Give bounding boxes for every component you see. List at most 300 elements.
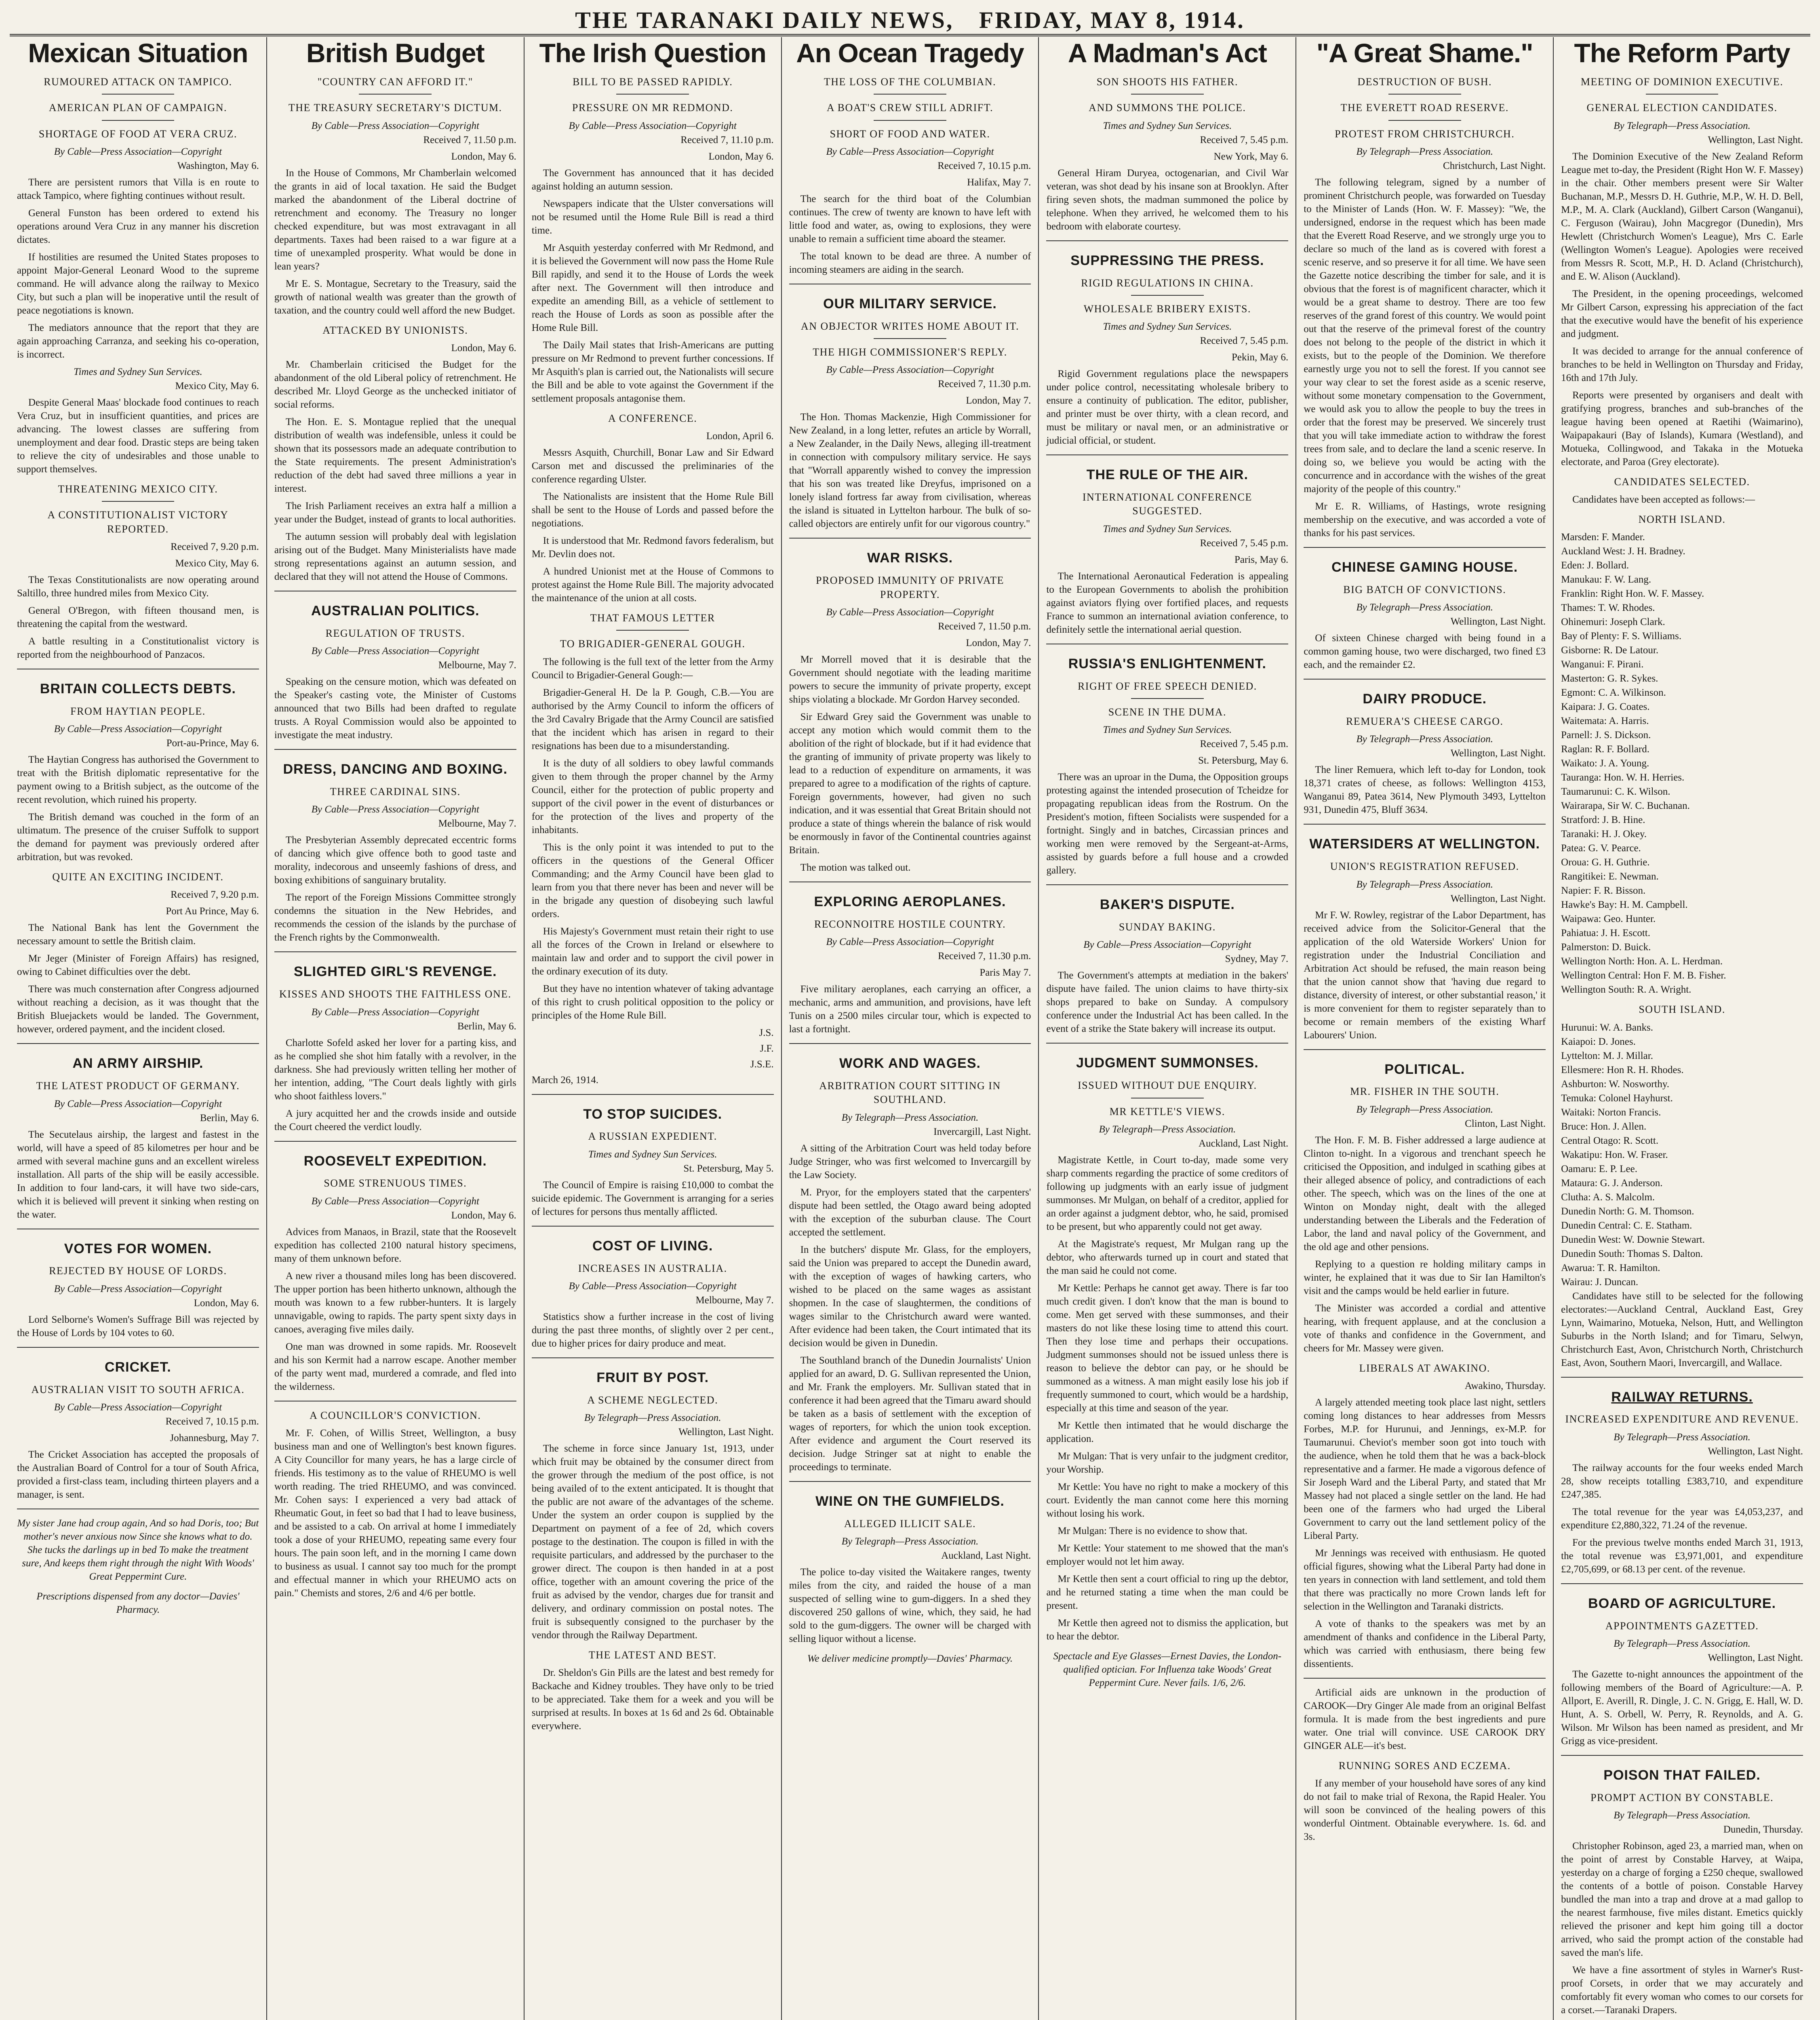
candidate-item: Rangitikei: E. Newman. xyxy=(1561,871,1659,882)
subheading: SHORTAGE OF FOOD AT VERA CRUZ. xyxy=(38,128,237,140)
byline: Times and Sydney Sun Services. xyxy=(1103,321,1232,332)
subheading: THE LATEST PRODUCT OF GERMANY. xyxy=(36,1080,240,1092)
candidate-item: Gisborne: R. De Latour. xyxy=(1561,645,1659,656)
subheading: THREATENING MEXICO CITY. xyxy=(58,483,218,495)
subheading: SON SHOOTS HIS FATHER. xyxy=(1096,76,1239,88)
column-great-shame xyxy=(1296,37,1554,2020)
subheading: ALLEGED ILLICIT SALE. xyxy=(844,1517,976,1530)
article-paragraph: Mr Kettle then intimated that he would discharge the application. xyxy=(1046,1420,1289,1444)
candidate-item: Oroua: G. H. Guthrie. xyxy=(1561,857,1650,868)
column-headline: Mexican Situation xyxy=(28,38,248,68)
subheading: THAT FAMOUS LETTER xyxy=(590,612,715,624)
dateline: Wellington, Last Night. xyxy=(1450,748,1546,759)
subheading: GENERAL ELECTION CANDIDATES. xyxy=(1586,102,1778,114)
dateline: Wellington, Last Night. xyxy=(678,1427,774,1438)
article-paragraph: A largely attended meeting took place last night, settlers coming long distances to hear addresses from Messrs Forbes, M.P. for Hurunui, and Jennings, ex-M.P. for Taumarunui. Cheviot's member soon got into touch with the audience, when he told them that he was a back-block representative and a farmer. He made a vigorous defence of Sir Joseph Ward and the Liberal Party, and stated that Mr Massey had not placed a single settler on the land. He had been one of the farmers who had urged the Liberal Government to carry out the land settlement policy of the Liberal Party. xyxy=(1304,1397,1546,1541)
subheading: A RUSSIAN EXPEDIENT. xyxy=(588,1130,717,1143)
article-paragraph: The Government has announced that it has decided against holding an autumn session. xyxy=(531,167,774,192)
candidate-item: Wairau: J. Duncan. xyxy=(1561,1276,1639,1288)
subheading: "COUNTRY CAN AFFORD IT." xyxy=(317,76,473,88)
candidate-item: Central Otago: R. Scott. xyxy=(1561,1135,1659,1146)
column-headline: A Madman's Act xyxy=(1068,38,1267,68)
section-heading: OUR MILITARY SERVICE. xyxy=(823,296,997,311)
article-paragraph: Speaking on the censure motion, which was defeated on the Speaker's casting vote, the Minister of Customs announced that two Bills had been drafted to regulate trusts. A Royal Commission would also be appointed to investigate the meat industry. xyxy=(274,676,516,741)
candidate-item: Ellesmere: Hon R. H. Rhodes. xyxy=(1561,1064,1684,1075)
candidate-item: Awarua: T. R. Hamilton. xyxy=(1561,1262,1660,1273)
article-paragraph: The scheme in force since January 1st, 1913, under which fruit may be obtained by the consumer direct from the grower through the medium of the post office, is not being availed of to the extent anticipated. It is thought that the public are not aware of the advantages of the scheme. Under the system an order coupon is supplied by the Department on payment of a fee of 2d, which covers postage to the destination. The coupon is filled in with the requisite particulars, and addressed by the purchaser to the grower direct. The coupon is then handed in at a post office, together with an amount covering the price of the fruit as advised by the vendor, charges due for transit and delivery, and ordinary commission on postal notes. The fruit is subsequently consigned to the purchaser by the vendor through the Railway Department. xyxy=(531,1443,774,1641)
article-paragraph: General Hiram Duryea, octogenarian, and Civil War veteran, was shot dead by his insane son at Brooklyn. After firing seven shots, the madman summoned the police by telephone. When they arrived, he welcomed them to his bedroom with elaborate courtesy. xyxy=(1046,167,1289,232)
dateline: Berlin, May 6. xyxy=(457,1021,516,1032)
dateline: Received 7, 10.15 p.m. xyxy=(937,160,1031,171)
section-heading: POISON THAT FAILED. xyxy=(1603,1767,1761,1783)
article-paragraph: If hostilities are resumed the United States proposes to appoint Major-General Leonard Wood to the supreme command. He will advance along the railway to Mexico City, but such a plan will be inoperative until the result of peace negotiations is known. xyxy=(17,251,259,316)
dateline: St. Petersburg, May 5. xyxy=(683,1163,774,1174)
article-paragraph: It is understood that Mr. Redmond favors federalism, but Mr. Devlin does not. xyxy=(531,535,774,560)
byline: Times and Sydney Sun Services. xyxy=(1103,120,1232,131)
subheading: A COUNCILLOR'S CONVICTION. xyxy=(310,1409,481,1421)
article-paragraph: The liner Remuera, which left to-day for London, took 18,371 crates of cheese, as follows: Wellington 4153, Wanganui 89, Patea 3614, New Plymouth 3493, Lyttelton 931, Dunedin 475, Bluff 3634. xyxy=(1304,764,1546,816)
candidate-item: Clutha: A. S. Malcolm. xyxy=(1561,1191,1655,1203)
subheading: MR KETTLE'S VIEWS. xyxy=(1109,1105,1225,1117)
article-paragraph: Mr Kettle: Your statement to me showed that the man's employer would not let him away. xyxy=(1046,1542,1289,1567)
section-heading: RUSSIA'S ENLIGHTENMENT. xyxy=(1068,656,1266,671)
article-paragraph: A hundred Unionist met at the House of Commons to protest against the Home Rule Bill. The majority advocated the maintenance of the union at all costs. xyxy=(531,566,774,604)
article-paragraph: General O'Bregon, with fifteen thousand men, is threatening the capital from the westward. xyxy=(17,605,259,629)
subheading: THE HIGH COMMISSIONER'S REPLY. xyxy=(813,346,1007,358)
article-paragraph: A battle resulting in a Constitutionalist victory is reported from the neighbourhood of Panzacos. xyxy=(17,635,259,660)
article-paragraph: Magistrate Kettle, in Court to-day, made some very sharp comments regarding the practice of some creditors of following up judgments with an early issue of judgment summonses. Mr Mulgan, on behalf of a creditor, applied for an order against a judgment debtor, who, he said, promised to be present, but who apparently could not get away. xyxy=(1046,1154,1289,1232)
dateline: Auckland, Last Night. xyxy=(1199,1138,1289,1149)
section-heading: DAIRY PRODUCE. xyxy=(1363,691,1487,707)
candidate-item: Temuka: Colonel Hayhurst. xyxy=(1561,1092,1673,1104)
subheading: SUNDAY BAKING. xyxy=(1119,921,1216,933)
subheading: FROM HAYTIAN PEOPLE. xyxy=(70,705,206,717)
article-paragraph: In the butchers' dispute Mr. Glass, for the employers, said the Union was prepared to accept the Dunedin award, with the exception of wages of hawking carters, who wished to be placed on the same wages as assistant shopmen. In the case of slaughtermen, the conditions of wages similar to the Christchurch award were wanted. After evidence had been taken, the Court intimated that its decision would be given in Dunedin. xyxy=(789,1244,1031,1349)
subheading: PROMPT ACTION BY CONSTABLE. xyxy=(1590,1791,1774,1803)
advertisement: My sister Jane had croup again, And so had Doris, too; But mother's never anxious now Since she knows what to do. She tucks the darlings up in bed To make the treatment sure, And keeps them right through the night With Woods' Great Peppermint Cure. xyxy=(17,1517,259,1582)
article-paragraph: The Hon. E. S. Montague replied that the unequal distribution of wealth was indefensible, unless it could be shown that its possessors made an adequate contribution to the State requirements. The present Administration's reduction of the debt had saved three millions a year in interest. xyxy=(274,416,516,494)
candidate-item: Wairarapa, Sir W. C. Buchanan. xyxy=(1561,800,1690,812)
candidate-item: Ashburton: W. Nosworthy. xyxy=(1561,1078,1669,1090)
article-paragraph: The Presbyterian Assembly deprecated eccentric forms of dancing which give offence both to good taste and morality, indecorous and unseemly fashions of dress, and boxing exhibitions of sanguinary brutality. xyxy=(274,835,516,886)
candidate-item: Lyttelton: M. J. Millar. xyxy=(1561,1050,1653,1061)
byline: By Cable—Press Association—Copyright xyxy=(54,1098,222,1109)
byline: By Cable—Press Association—Copyright xyxy=(311,1195,479,1207)
article-paragraph: The Gazette to-night announces the appointment of the following members of the Board of Agriculture:—A. P. Allport, E. Averill, R. Dingle, J. C. N. Grigg, E. Hall, W. D. Hunt, A. S. Orbell, W. Perry, R. Reynolds, and A. G. Wilson. Mr Wilson has been named as president, and Mr Grigg as vice-president. xyxy=(1561,1669,1803,1746)
subheading: LIBERALS AT AWAKINO. xyxy=(1359,1362,1490,1374)
byline: By Cable—Press Association—Copyright xyxy=(826,936,994,948)
subheading: TO BRIGADIER-GENERAL GOUGH. xyxy=(560,638,746,650)
section-heading: CHINESE GAMING HOUSE. xyxy=(1331,559,1518,575)
article-paragraph: Mr Jennings was received with enthusiasm. He quoted official figures, showing what the Liberal Party had done in ten years in connection with land settlement, and told them that there was practically no more Crown lands left for selection in the Wellington and Taranaki districts. xyxy=(1304,1548,1546,1612)
subheading: THE TREASURY SECRETARY'S DICTUM. xyxy=(288,102,502,114)
dateline: Received 7, 10.15 p.m. xyxy=(165,1416,259,1427)
subheading: A BOAT'S CREW STILL ADRIFT. xyxy=(826,102,994,114)
article-paragraph: The motion was talked out. xyxy=(800,862,911,873)
subheading: REMUERA'S CHEESE CARGO. xyxy=(1346,715,1504,727)
section-heading: WAR RISKS. xyxy=(867,550,953,566)
candidate-item: Taranaki: H. J. Okey. xyxy=(1561,829,1647,840)
dateline: Wellington, Last Night. xyxy=(1450,893,1546,904)
byline: By Cable—Press Association—Copyright xyxy=(826,146,994,157)
subheading: REGULATION OF TRUSTS. xyxy=(325,627,465,639)
article-paragraph: The Hon. Thomas Mackenzie, High Commissioner for New Zealand, in a long letter, refutes an article by Worrall, a New Zealander, in the Daily News, alleging ill-treatment in connection with compulsory military service. He says that "Worrall apparently wished to convey the impression that his son was treated like Dreyfus, imprisoned on a lonely island fortress far away from civilisation, whereas the island is situated in Lyttelton harbour. The bulk of so-called objectors are entirely unfit for our vigorous country." xyxy=(789,412,1031,530)
column-ocean-tragedy xyxy=(782,37,1039,2020)
dateline: Port-au-Prince, May 6. xyxy=(166,738,259,749)
article-paragraph: Candidates have still to be selected for the following electorates:—Auckland Central, Auckland East, Grey Lynn, Waimarino, Motueka, Nelson, Hutt, and Wellington Suburbs in the North Island; and for Timaru, Selwyn, Christchurch East, Avon, Christchurch North, Christchurch East, Avon, Southern Maori, Invercargill, and Wallace. xyxy=(1561,1290,1803,1368)
candidate-item: Dunedin Central: C. E. Statham. xyxy=(1561,1220,1692,1231)
subheading: A CONFERENCE. xyxy=(608,412,697,424)
article-paragraph: A vote of thanks to the speakers was met by an amendment of thanks and confidence in the Liberal Party, which was carried with enthusiasm, there being few dissentients. xyxy=(1304,1618,1546,1669)
dateline: Received 7, 9.20 p.m. xyxy=(171,889,259,901)
subheading: AUSTRALIAN VISIT TO SOUTH AFRICA. xyxy=(31,1383,245,1395)
article-paragraph: Charlotte Sofeld asked her lover for a parting kiss, and as he complied she shot him fatally with a revolver, in the darkness. She had previously written telling her mother of her intention, adding, "The Court deals lightly with girls who shoot faithless lovers." xyxy=(274,1037,516,1102)
article-paragraph: His Majesty's Government must retain their right to use all the forces of the Crown in Ireland or elsewhere to maintain law and order and to support the civil power in the ordinary execution of its duty. xyxy=(531,926,774,977)
article-paragraph: Candidates have been accepted as follows:— xyxy=(1572,494,1755,505)
candidate-item: Patea: G. V. Pearce. xyxy=(1561,843,1641,854)
article-paragraph: For the previous twelve months ended March 31, 1913, the total revenue was £3,971,001, and expenditure £2,705,699, or 68.13 per cent. of the revenue. xyxy=(1561,1537,1803,1575)
dateline: St. Petersburg, May 6. xyxy=(1198,755,1289,766)
byline: By Cable—Press Association—Copyright xyxy=(311,120,479,131)
subheading: THE EVERETT ROAD RESERVE. xyxy=(1340,102,1509,114)
candidate-item: Palmerston: D. Buick. xyxy=(1561,942,1651,953)
article-paragraph: Sir Edward Grey said the Government was unable to accept any motion which would commit them to the abolition of the right of blockade, but if it had evidence that the granting of immunity of private property was likely to lead to a reduction of expenditure on armaments, it was prepared to agree to a modification of the rights of capture. Foreign governments, however, had given no such indication, and it was essential that Great Britain should not produce a state of things wherein the balance of risk would be enormously in favor of the Continental countries against Britain. xyxy=(789,711,1031,856)
dateline: New York, May 6. xyxy=(1213,151,1289,162)
article-paragraph: At the Magistrate's request, Mr Mulgan rang up the debtor, who afterwards turned up in court and stated that the man said he could not come. xyxy=(1046,1238,1289,1276)
subheading: THE LOSS OF THE COLUMBIAN. xyxy=(824,76,996,88)
columns xyxy=(10,37,1810,2020)
article-paragraph: Christopher Robinson, aged 23, a married man, when on the point of arrest by Constable Harvey, at Waipa, yesterday on a charge of forging a £250 cheque, swallowed the contents of a bottle of poison. Constable Harvey bundled the man into a trap and drove at a mad gallop to the nearest farmhouse, five miles distant. Emetics quickly relieved the prisoner and kept him going till a doctor arrived, who said the prompt action of the constable had saved the man's life. xyxy=(1561,1841,1803,1959)
dateline: Berlin, May 6. xyxy=(200,1112,259,1124)
subheading: DESTRUCTION OF BUSH. xyxy=(1357,76,1492,88)
article-paragraph: The railway accounts for the four weeks ended March 28, show receipts totalling £383,710, and expenditure £247,385. xyxy=(1561,1462,1803,1500)
section-heading: SUPPRESSING THE PRESS. xyxy=(1070,253,1264,268)
subheading: BIG BATCH OF CONVICTIONS. xyxy=(1343,583,1506,595)
article-paragraph: The following is the full text of the letter from the Army Council to Brigadier-General Gough:— xyxy=(531,656,774,681)
byline: By Telegraph—Press Association. xyxy=(841,1112,979,1123)
candidate-list-north xyxy=(1561,530,1803,996)
column-irish-question xyxy=(525,37,782,2020)
article-paragraph: Lord Selborne's Women's Suffrage Bill was rejected by the House of Lords by 104 votes to 60. xyxy=(17,1314,259,1338)
signature: J.S.E. xyxy=(750,1058,774,1070)
dateline: Washington, May 6. xyxy=(177,160,259,171)
article-paragraph: The search for the third boat of the Columbian continues. The crew of twenty are known to have left with little food and water, as, owing to explosions, they were unable to remain a sufficient time aboard the steamer. xyxy=(789,193,1031,244)
article-paragraph: The total known to be dead are three. A number of incoming steamers are aiding in the search. xyxy=(789,250,1031,275)
byline: Times and Sydney Sun Services. xyxy=(1103,523,1232,534)
dateline: London, May 6. xyxy=(194,1297,259,1309)
candidate-item: Thames: T. W. Rhodes. xyxy=(1561,602,1655,614)
article-paragraph: A new river a thousand miles long has been discovered. The upper portion has been hitherto unknown, although the mouth was known to a few rubber-hunters. It is largely unnavigable, owing to rapids. The party spent sixty days in canoes, averaging five miles daily. xyxy=(274,1270,516,1335)
article-paragraph: The Daily Mail states that Irish-Americans are putting pressure on Mr Redmond to prevent further concessions. If Mr Asquith's plan is carried out, the Nationalists will secure the Bill and be able to vote against the Government if the settlement proposals antagonise them. xyxy=(531,339,774,404)
subheading: BILL TO BE PASSED RAPIDLY. xyxy=(572,76,733,88)
dateline: Received 7, 11.30 p.m. xyxy=(938,951,1031,962)
byline: By Telegraph—Press Association. xyxy=(1099,1124,1236,1135)
section-heading: AUSTRALIAN POLITICS. xyxy=(311,603,480,619)
dateline: Received 7, 5.45 p.m. xyxy=(1200,335,1289,347)
dateline: Melbourne, May 7. xyxy=(438,818,516,829)
byline: Times and Sydney Sun Services. xyxy=(1103,724,1232,736)
subheading: MEETING OF DOMINION EXECUTIVE. xyxy=(1580,76,1784,88)
article-paragraph: The mediators announce that the report that they are again approaching Carranza, and seeking his co-operation, is incorrect. xyxy=(17,322,259,360)
dateline: Clinton, Last Night. xyxy=(1465,1118,1546,1129)
byline: By Telegraph—Press Association. xyxy=(1614,1638,1750,1649)
article-paragraph: Mr Morrell moved that it is desirable that the Government should negotiate with the leading maritime powers to secure the immunity of private property, except ships violating a blockade. Mr Gordon Harvey seconded. xyxy=(789,654,1031,705)
dateline: Mexico City, May 6. xyxy=(175,380,259,391)
article-paragraph: Of sixteen Chinese charged with being found in a common gaming house, two were discharged, two fined £3 each, and the remainder £2. xyxy=(1304,633,1546,671)
byline: By Cable—Press Association—Copyright xyxy=(54,1401,222,1413)
subheading: UNION'S REGISTRATION REFUSED. xyxy=(1330,861,1519,873)
article-paragraph: Mr Mulgan: There is no evidence to show that. xyxy=(1057,1525,1248,1536)
candidate-item: Kaiapoi: D. Jones. xyxy=(1561,1036,1636,1047)
masthead-title xyxy=(10,8,1810,32)
dateline: Wellington, Last Night. xyxy=(1450,616,1546,627)
article-paragraph: The Irish Parliament receives an extra half a million a year under the Budget, instead of grants to local authorities. xyxy=(274,500,516,525)
candidate-item: Eden: J. Bollard. xyxy=(1561,560,1629,571)
candidate-item: Waipawa: Geo. Hunter. xyxy=(1561,913,1656,925)
candidate-item: Marsden: F. Mander. xyxy=(1561,532,1645,543)
article-paragraph: In the House of Commons, Mr Chamberlain welcomed the grants in aid of local taxation. He said the Budget marked the abandonment of the Liberal doctrine of retrenchment and economy. The Treasury no longer checked expenditure, but was most extravagant in all departments. Taxes had been raised to a war figure at a time of unexampled prosperity. What would be done in lean years? xyxy=(274,167,516,272)
column-madmans-act xyxy=(1039,37,1296,2020)
byline: By Cable—Press Association—Copyright xyxy=(1083,939,1251,951)
subheading: CANDIDATES SELECTED. xyxy=(1614,476,1750,488)
byline: By Telegraph—Press Association. xyxy=(1614,1431,1750,1443)
dateline: Melbourne, May 7. xyxy=(695,1294,774,1306)
candidate-item: Wellington South: R. A. Wright. xyxy=(1561,984,1692,995)
dateline: Port Au Prince, May 6. xyxy=(166,906,259,917)
dateline: Paris May 7. xyxy=(980,967,1031,978)
candidate-item: Wellington Central: Hon F. M. B. Fisher. xyxy=(1561,970,1726,981)
dateline: Wellington, Last Night. xyxy=(1708,1652,1803,1663)
candidate-item: Masterton: G. R. Sykes. xyxy=(1561,673,1658,684)
article-paragraph: The Council of Empire is raising £10,000 to combat the suicide epidemic. The Government is arranging for a series of lectures for persons thus mentally afflicted. xyxy=(531,1179,774,1217)
article-paragraph: One man was drowned in some rapids. Mr. Roosevelt and his son Kermit had a narrow escape. Another member of the party went mad, murdered a comrade, and fled into the wilderness. xyxy=(274,1341,516,1392)
section-heading: FRUIT BY POST. xyxy=(596,1370,709,1385)
subheading: AND SUMMONS THE POLICE. xyxy=(1089,102,1246,114)
byline: By Cable—Press Association—Copyright xyxy=(311,804,479,815)
column-headline: The Irish Question xyxy=(539,38,766,68)
candidate-item: Bruce: Hon. J. Allen. xyxy=(1561,1121,1647,1132)
subheading: REJECTED BY HOUSE OF LORDS. xyxy=(49,1265,227,1277)
subheading: ATTACKED BY UNIONISTS. xyxy=(322,324,468,336)
article-paragraph: M. Pryor, for the employers stated that the carpenters' dispute had been settled, the Otago award being adopted with the exception of the suburban clause. The Court accepted the settlement. xyxy=(789,1187,1031,1238)
section-heading: BOARD OF AGRICULTURE. xyxy=(1588,1595,1776,1611)
candidate-item: Oamaru: E. P. Lee. xyxy=(1561,1163,1637,1174)
article-paragraph: Mr E. S. Montague, Secretary to the Treasury, said the growth of national wealth was greater than the growth of taxation, and the country could well afford the new Budget. xyxy=(274,278,516,316)
dateline: London, May 6. xyxy=(451,151,516,162)
article-paragraph: It was decided to arrange for the annual conference of branches to be held in Wellington on Thursday and Friday, 16th and 17th July. xyxy=(1561,345,1803,383)
advertisement: We deliver medicine promptly—Davies' Pharmacy. xyxy=(807,1653,1013,1664)
candidate-item: Auckland West: J. H. Bradney. xyxy=(1561,546,1685,557)
byline: By Telegraph—Press Association. xyxy=(841,1536,979,1547)
byline: Times and Sydney Sun Services. xyxy=(74,366,202,377)
article-paragraph: Mr Mulgan: That is very unfair to the judgment creditor, your Worship. xyxy=(1046,1450,1289,1475)
byline: By Cable—Press Association—Copyright xyxy=(569,1280,737,1292)
article-paragraph: Despite General Maas' blockade food continues to reach Vera Cruz, but in insufficient quantities, and prices are advancing. The lowest classes are suffering from unemployment and dear food. Drastic steps are being taken to relieve the city of undesirables and those unable to support themselves. xyxy=(17,397,259,475)
column-reform-party xyxy=(1554,37,1810,2020)
article-paragraph: Newspapers indicate that the Ulster conversations will not be resumed until the Home Rule Bill is read a third time. xyxy=(531,198,774,236)
subheading: INTERNATIONAL CONFERENCE SUGGESTED. xyxy=(1082,491,1252,517)
dateline: Dunedin, Thursday. xyxy=(1723,1824,1803,1835)
dateline: Received 7, 5.45 p.m. xyxy=(1200,134,1289,145)
section-heading: CRICKET. xyxy=(105,1359,171,1375)
subheading: RIGHT OF FREE SPEECH DENIED. xyxy=(1077,680,1257,692)
article-paragraph: The total revenue for the year was £4,053,237, and expenditure £2,880,322, 71.24 of the revenue. xyxy=(1561,1506,1803,1531)
byline: By Telegraph—Press Association. xyxy=(1356,146,1493,157)
article-paragraph: The Southland branch of the Dunedin Journalists' Union applied for an award, D. G. Sullivan represented the Union, and Mr. Frank the employers. Mr. Sullivan stated that in conference it had been agreed that the Timaru award should be taken as a basis of settlement with the exception of wages of reporters, for which the union took exception. After evidence and argument the Court reserved its decision. Judge Stringer sat at night to enable the proceedings to terminate. xyxy=(789,1355,1031,1473)
candidate-item: Napier: F. R. Bisson. xyxy=(1561,885,1646,896)
article-paragraph: The Minister was accorded a cordial and attentive hearing, with frequent applause, and at the conclusion a vote of thanks and confidence in the Government, and cheers for Mr. Massey were given. xyxy=(1304,1302,1546,1354)
article-paragraph: The autumn session will probably deal with legislation arising out of the Budget. Many Ministerialists have made strong representations against an autumn session, and declared that they will not attend the House of Commons. xyxy=(274,531,516,582)
section-heading: BRITAIN COLLECTS DEBTS. xyxy=(40,681,236,696)
candidate-item: Bay of Plenty: F. S. Williams. xyxy=(1561,631,1682,642)
dateline: Wellington, Last Night. xyxy=(1708,1446,1803,1457)
dateline: Received 7, 5.45 p.m. xyxy=(1200,537,1289,549)
dateline: Johannesburg, May 7. xyxy=(170,1432,259,1443)
section-heading: WATERSIDERS AT WELLINGTON. xyxy=(1309,836,1540,852)
subheading: QUITE AN EXCITING INCIDENT. xyxy=(52,871,224,883)
subheading: AN OBJECTOR WRITES HOME ABOUT IT. xyxy=(800,320,1020,332)
article-paragraph: Brigadier-General H. De la P. Gough, C.B.—You are authorised by the Army Council to inform the officers of the 3rd Cavalry Brigade that the Army Council are satisfied that the incident which has arisen in regard to their resignations has been due to a misunderstanding. xyxy=(531,687,774,751)
article-paragraph: The British demand was couched in the form of an ultimatum. The presence of the cruiser Suffolk to support the demand for payment was previously ordered after arbitration, but was revoked. xyxy=(17,812,259,863)
article-paragraph: The Dominion Executive of the New Zealand Reform League met to-day, the President (Right Hon W. F. Massey) in the chair. Other members present were Sir Walter Buchanan, M.P., Messrs D. H. Guthrie, M.P., W. H. D. Bell, M.P., M. A. Clark (Auckland), Gilbert Carson (Wanganui), C. Ferguson (Wairau), John Macgregor (Dunedin), Mrs Hewlett (Christchurch Women's League), Mrs C. Earle (Wellington Women's League). Apologies were received from Messrs R. Scott, M.P., H. D. Acland (Christchurch), and E. W. Alison (Auckland). xyxy=(1561,151,1803,282)
article-paragraph: Messrs Asquith, Churchill, Bonar Law and Sir Edward Carson met and discussed the preliminaries of the conference regarding Ulster. xyxy=(531,447,774,485)
candidate-item: Wellington North: Hon. A. L. Herdman. xyxy=(1561,956,1723,967)
article-paragraph: Statistics show a further increase in the cost of living during the past three months, of slightly over 2 per cent., due to higher prices for dairy produce and meat. xyxy=(531,1311,774,1349)
subheading: ARBITRATION COURT SITTING IN SOUTHLAND. xyxy=(819,1080,1001,1106)
section-heading: AN ARMY AIRSHIP. xyxy=(72,1056,204,1071)
subheading: APPOINTMENTS GAZETTED. xyxy=(1605,1620,1759,1632)
article-paragraph: Mr Asquith yesterday conferred with Mr Redmond, and it is believed the Government will now pass the Home Rule Bill rapidly, and send it to the House of Lords the week after next. The Government will then introduce and expedite an amending Bill, as a vehicle of settlement to reach the House of Lords as soon as possible after the Home Rule Bill. xyxy=(531,242,774,333)
letter-date: March 26, 1914. xyxy=(531,1074,598,1086)
dateline: Auckland, Last Night. xyxy=(941,1550,1031,1561)
article-paragraph: Mr. F. Cohen, of Willis Street, Wellington, a busy business man and one of Wellington's best known figures. A City Councillor for many years, he has a large circle of friends. His testimony as to the value of RHEUMO is well worth reading. The tried RHEUMO, and was convinced. Mr. Cohen says: I experienced a very bad attack of Rheumatic Gout, in feet so bad that I had to leave business, and be assisted to a cab. On arrival at home I immediately took a dose of your RHEUMO, repeating same every four hours. The pain soon left, and in the morning I came down to business as usual. I cannot say too much for the prompt and effectual manner in which your RHEUMO acts on pain." Chemists and stores, 2/6 and 4/6 per bottle. xyxy=(274,1428,516,1599)
article-paragraph: Reports were presented by organisers and dealt with gratifying progress, branches and sub-branches of the league having been opened at Raetihi (Waimarino), Waipapakauri (Bay of Islands), Kumara (Westland), and Motueka, Collingwood, and Takaka in the Motueka electorate, and Paroa (Grey electorate). xyxy=(1561,389,1803,467)
column-british-budget xyxy=(267,37,525,2020)
masthead xyxy=(10,8,1810,36)
candidate-item: Hurunui: W. A. Banks. xyxy=(1561,1022,1653,1033)
column-headline: The Reform Party xyxy=(1574,38,1790,68)
dateline: Christchurch, Last Night. xyxy=(1443,160,1546,171)
signature: J.F. xyxy=(760,1043,774,1054)
dateline: Invercargill, Last Night. xyxy=(933,1126,1031,1137)
section-heading: ROOSEVELT EXPEDITION. xyxy=(303,1153,487,1169)
article-paragraph: Replying to a question re holding military camps in winter, he explained that it was due to Sir Ian Hamilton's visit and the camps would be held earlier in future. xyxy=(1304,1258,1546,1296)
byline: By Telegraph—Press Association. xyxy=(1614,120,1750,131)
subheading: THE LATEST AND BEST. xyxy=(588,1649,717,1661)
subheading: INCREASES IN AUSTRALIA. xyxy=(578,1262,727,1274)
candidate-item: Dunedin South: Thomas S. Dalton. xyxy=(1561,1248,1703,1259)
advertisement: Spectacle and Eye Glasses—Ernest Davies, the London-qualified optician. For Influenza take Woods' Great Peppermint Cure. Never fails. 1/6, 2/6. xyxy=(1053,1650,1282,1688)
section-heading: DRESS, DANCING AND BOXING. xyxy=(283,762,508,777)
dateline: Received 7, 11.10 p.m. xyxy=(680,134,774,145)
candidate-item: Mataura: G. J. Anderson. xyxy=(1561,1177,1663,1189)
article-paragraph: The Haytian Congress has authorised the Government to treat with the British diplomatic representative for the payment owing to a British subject, as the outcome of the recent revolution, which ruined his property. xyxy=(17,754,259,806)
byline: By Cable—Press Association—Copyright xyxy=(54,146,222,157)
subheading: A SCHEME NEGLECTED. xyxy=(587,1394,718,1406)
subheading: MR. FISHER IN THE SOUTH. xyxy=(1350,1086,1500,1098)
section-heading: RAILWAY RETURNS. xyxy=(1611,1389,1753,1405)
section-heading: EXPLORING AEROPLANES. xyxy=(814,894,1006,909)
candidate-item: Wakatipu: Hon. W. Fraser. xyxy=(1561,1149,1668,1160)
article-paragraph: We have a fine assortment of styles in Warner's Rust-proof Corsets, in order that we may accurately and comfortably fit every woman who comes to our corsets for a corset.—Taranaki Drapers. xyxy=(1561,1965,1803,2016)
article-paragraph: The Secutelaus airship, the largest and fastest in the world, will have a speed of 85 kilometres per hour and be armed with several machine guns and an excellent wireless installation. All parts of the ship will be easily accessible. In addition to four land-cars, it will have two side-cars, which it is believed will prevent it sinking when resting on the water. xyxy=(17,1129,259,1220)
section-heading: JUDGMENT SUMMONSES. xyxy=(1076,1055,1259,1071)
dateline: Pekin, May 6. xyxy=(1232,352,1289,363)
article-paragraph: The Hon. F. M. B. Fisher addressed a large audience at Clinton to-night. In a vigorous and trenchant speech he criticised the Opposition, and indulged in scathing gibes at their alleged absence of policy, and contradictions of each other. The speech, which was on the lines of the one at Winton on Monday night, dealt with the alleged understanding between the Liberals and the Federation of Labor, the land and naval policy of the Government, and the old age and other pensions. xyxy=(1304,1134,1546,1252)
article-paragraph: The Government's attempts at mediation in the bakers' dispute have failed. The union claims to have thirty-six shops prepared to bake on Sunday. A compulsory conference under the Industrial Act has been called. In the event of a strike the State bakery will increase its output. xyxy=(1046,970,1289,1035)
article-paragraph: It is the duty of all soldiers to obey lawful commands given to them through the proper channel by the Army Council, either for the protection of public property and support of the civil power in the event of disturbances or for the protection of the lives and property of the inhabitants. xyxy=(531,758,774,835)
dateline: Awakino, Thursday. xyxy=(1464,1380,1546,1391)
byline: By Telegraph—Press Association. xyxy=(1356,734,1493,745)
subheading: PROPOSED IMMUNITY OF PRIVATE PROPERTY. xyxy=(816,574,1005,600)
byline: By Cable—Press Association—Copyright xyxy=(826,606,994,618)
candidate-item: Dunedin North: G. M. Thomson. xyxy=(1561,1206,1694,1217)
advertisement: Prescriptions dispensed from any doctor—Davies' Pharmacy. xyxy=(36,1591,240,1615)
dateline: Received 7, 9.20 p.m. xyxy=(171,541,259,552)
section-heading: WORK AND WAGES. xyxy=(839,1056,981,1071)
byline: By Telegraph—Press Association. xyxy=(584,1412,721,1424)
article-paragraph: There are persistent rumors that Villa is en route to attack Tampico, where fighting continues without result. xyxy=(17,177,259,201)
dateline: Sydney, May 7. xyxy=(1225,953,1289,965)
byline: By Cable—Press Association—Copyright xyxy=(54,724,222,735)
section-heading: POLITICAL. xyxy=(1384,1061,1465,1077)
dateline: Received 7, 11.50 p.m. xyxy=(938,621,1031,632)
dateline: Paris, May 6. xyxy=(1234,554,1289,565)
article-paragraph: The Cricket Association has accepted the proposals of the Australian Board of Control for a tour of South Africa, provided a first-class team, including thirteen players and a manager, is sent. xyxy=(17,1449,259,1500)
candidate-item: Waitaki: Norton Francis. xyxy=(1561,1107,1661,1118)
article-paragraph: The following telegram, signed by a number of prominent Christchurch people, was forwarded on Tuesday to the Minister of Lands (Hon. W. F. Massey): "We, the undersigned, endorse in the request which has been made that the Everett Road Reserve, and we strongly urge you to declare so much of the land as is covered with forest a scenic reserve, and so preserve it for all time. We have seen the Gazette notice describing the timber for sale, and it is obvious that the forest is of magnificent character, which it would be a great shame to destroy. There are too few reserves of the grand forest of this country. We would point out that the reserve of the primeval forest of the country does not belong to the people of the district in which it exists, but to the people of the Dominion. We therefore earnestly urge you not to sell the forest. If you cannot see your way clear to set the forest aside as a scenic reserve, without some monetary compensation to the Government, we would ask you to allow the people to buy the trees in order that the forest may be preserved. We sincerely trust that you will take immediate action to withdraw the forest trees from sale, and to declare the land a scenic reserve. In doing so, we believe you would be acting with the concurrence and in accordance with the wishes of the great majority of the people of this country." xyxy=(1304,177,1546,494)
candidate-item: Waitemata: A. Harris. xyxy=(1561,715,1649,727)
article-paragraph: Five military aeroplanes, each carrying an officer, a mechanic, arms and ammunition, and provisions, have left Tunis on a 2500 miles circular tour, which is expected to last a fortnight. xyxy=(789,984,1031,1035)
subheading: SOME STRENUOUS TIMES. xyxy=(324,1177,467,1189)
subheading: SOUTH ISLAND. xyxy=(1639,1004,1725,1016)
candidate-item: Pahiatua: J. H. Escott. xyxy=(1561,928,1650,939)
column-headline: "A Great Shame." xyxy=(1316,38,1533,68)
candidate-item: Wanganui: F. Pirani. xyxy=(1561,659,1644,670)
section-heading: VOTES FOR WOMEN. xyxy=(64,1241,212,1256)
byline: By Telegraph—Press Association. xyxy=(1356,1104,1493,1115)
dateline: Wellington, Last Night. xyxy=(1708,134,1803,145)
article-paragraph: This is the only point it was intended to put to the officers in the questions of the General Officer Commanding; and the Army Council have been glad to learn from you that there never has been and never will be in the brigade any question of disobeying such lawful orders. xyxy=(531,842,774,920)
article-paragraph: There was much consternation after Congress adjourned without reaching a decision, as it was thought that the British Bluejackets would be landed. The Government, however, ordered payment, and the incident closed. xyxy=(17,984,259,1035)
article-paragraph: Rigid Government regulations place the newspapers under police control, necessitating wholesale bribery to ensure a continuity of publication. The editor, publisher, and printer must be over thirty, with a clean record, and must be military or naval men, or an administrative or judicial official, or student. xyxy=(1046,368,1289,446)
dateline: Received 7, 5.45 p.m. xyxy=(1200,739,1289,750)
article-paragraph: Mr F. W. Rowley, registrar of the Labor Department, has received advice from the Solicitor-General that the application of the old Waterside Workers' Union for registration under the Industrial Conciliation and Arbitration Act should be refused, the main reason being that the union cannot show that 'having due regard to distance, diversity of interest, or other substantial reason,' it is more convenient for them to register separately than to become or remain members of the existing Wharf Labourers' Union. xyxy=(1304,909,1546,1041)
byline: By Cable—Press Association—Copyright xyxy=(311,1006,479,1018)
article-paragraph: Mr Jeger (Minister of Foreign Affairs) has resigned, owing to Cabinet difficulties over the debt. xyxy=(17,953,259,978)
column-headline: An Ocean Tragedy xyxy=(796,38,1024,68)
byline: By Cable—Press Association—Copyright xyxy=(826,364,994,376)
byline: By Cable—Press Association—Copyright xyxy=(54,1283,222,1294)
section-heading: TO STOP SUICIDES. xyxy=(583,1106,723,1122)
subheading: INCREASED EXPENDITURE AND REVENUE. xyxy=(1565,1413,1799,1425)
article-paragraph: Artificial aids are unknown in the production of CAROOK—Dry Ginger Ale made from an original Belfast formula. It is made from the best ingredients and pure water. One trial will convince. USE CAROOK DRY GINGER ALE—it's best. xyxy=(1304,1687,1546,1751)
byline: By Cable—Press Association—Copyright xyxy=(311,646,479,657)
candidate-item: Parnell: J. S. Dickson. xyxy=(1561,730,1651,741)
candidate-item: Waikato: J. A. Young. xyxy=(1561,758,1649,769)
dateline: Halifax, May 7. xyxy=(967,177,1031,188)
subheading: ISSUED WITHOUT DUE ENQUIRY. xyxy=(1078,1079,1257,1092)
byline: Times and Sydney Sun Services. xyxy=(588,1149,717,1160)
byline: By Telegraph—Press Association. xyxy=(1356,879,1493,890)
byline: By Telegraph—Press Association. xyxy=(1614,1810,1750,1821)
article-paragraph: Advices from Manaos, in Brazil, state that the Roosevelt expedition has collected 2100 natural history specimens, many of them unknown before. xyxy=(274,1226,516,1264)
article-paragraph: The Texas Constitutionalists are now operating around Saltillo, three hundred miles from Mexico City. xyxy=(17,574,259,599)
subheading: RUNNING SORES AND ECZEMA. xyxy=(1338,1760,1511,1772)
dateline: Received 7, 11.50 p.m. xyxy=(423,134,516,145)
candidate-item: Dunedin West: W. Downie Stewart. xyxy=(1561,1234,1705,1245)
dateline: London, May 6. xyxy=(451,1210,516,1221)
